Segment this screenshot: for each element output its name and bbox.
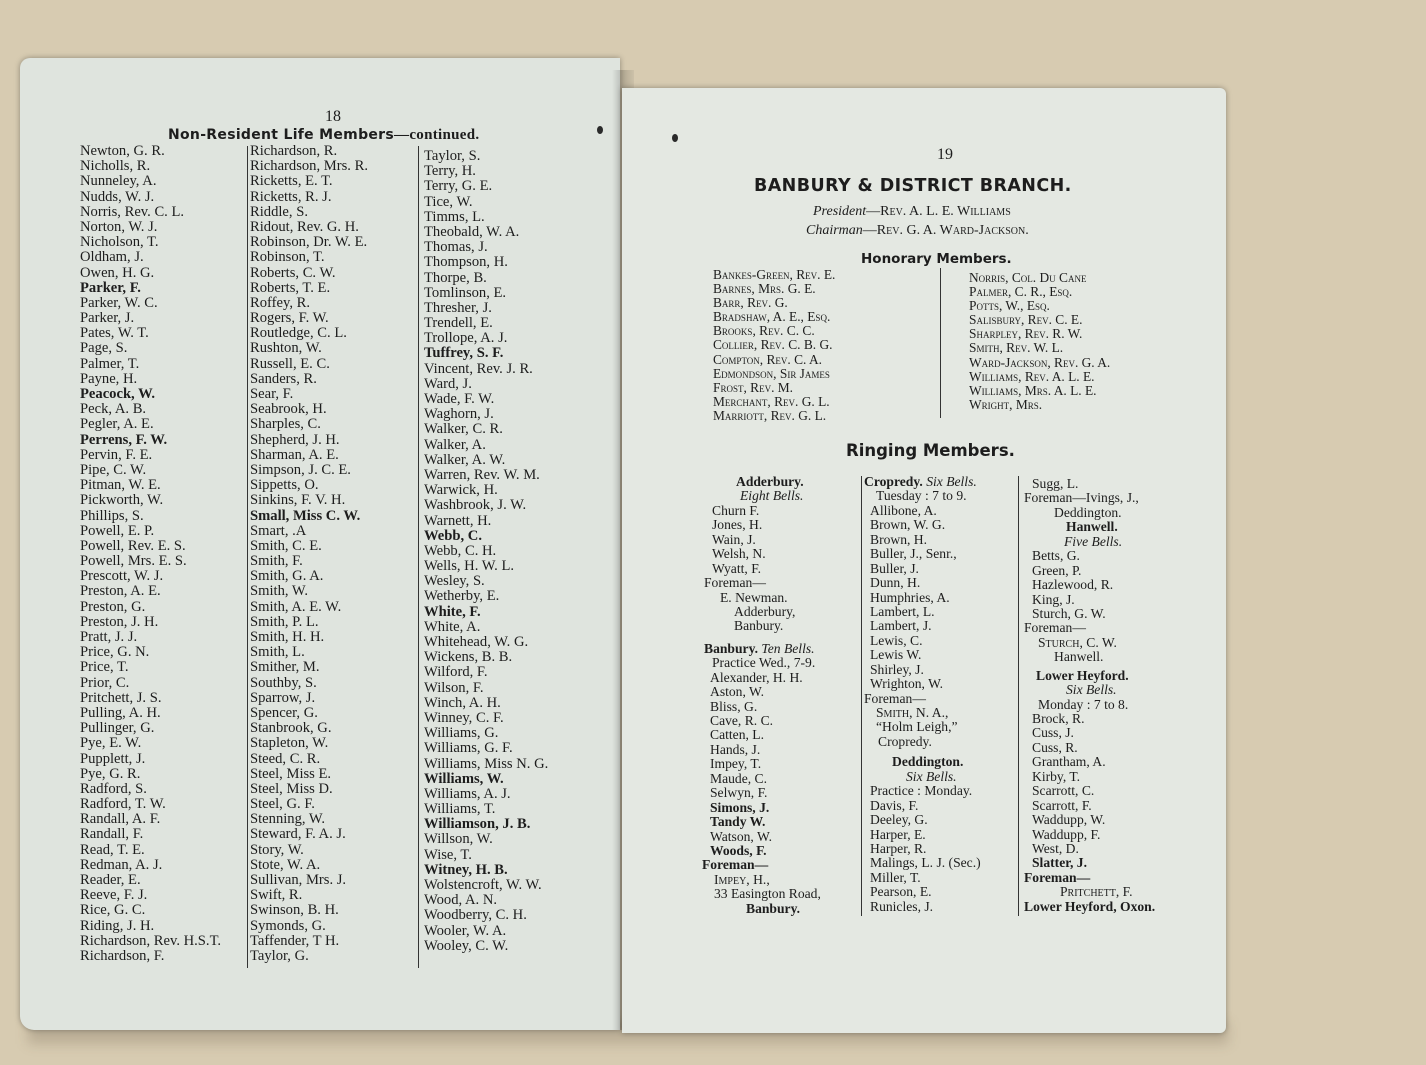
ringer: Lewis, C. [870, 632, 923, 648]
tower-name: Cropredy. [864, 474, 927, 489]
member-entry: Sippetts, O. [250, 477, 319, 494]
ringer: Lewis W. [870, 647, 922, 663]
ringer: Cave, R. C. [710, 713, 774, 728]
honorary-member: Ward-Jackson, Rev. G. A. [969, 354, 1111, 370]
member-entry: Wooler, W. A. [424, 922, 507, 939]
member-entry: Steel, Miss E. [250, 765, 332, 782]
member-entry: White, A. [424, 618, 481, 635]
member-entry: Richardson, Mrs. R. [250, 158, 368, 175]
foreman-address: Cropredy. [878, 733, 932, 749]
member-entry: Rushton, W. [250, 340, 322, 357]
member-entry: Webb, C. [424, 527, 482, 544]
column-divider [1018, 476, 1019, 916]
tower-bells: Five Bells. [1064, 533, 1123, 549]
member-entry: Washbrook, J. W. [424, 497, 527, 514]
ringer: Cuss, R. [1032, 739, 1078, 755]
member-entry: Ridout, Rev. G. H. [250, 218, 359, 235]
member-entry: Sanders, R. [250, 370, 317, 387]
ringer: Lambert, J. [870, 618, 932, 634]
binding-hole [597, 126, 603, 134]
member-entry: Russell, E. C. [250, 355, 330, 372]
foreman: Impey, H., [714, 871, 770, 887]
member-entry: Stapleton, W. [250, 735, 329, 752]
practice-time: Practice Wed., 7-9. [712, 655, 816, 671]
member-entry: Reader, E. [80, 872, 141, 888]
tower-bells: Six Bells. [1066, 682, 1117, 698]
member-entry: Williams, G. [424, 725, 499, 742]
member-entry: Payne, H. [80, 370, 138, 387]
member-entry: Smith, P. L. [250, 613, 319, 630]
member-entry: Riddle, S. [250, 203, 308, 220]
member-entry: Pulling, A. H. [80, 704, 161, 721]
member-entry: Tomlinson, E. [424, 284, 507, 301]
member-entry: Pickworth, W. [80, 492, 164, 509]
president-line: President—Rev. A. L. E. Williams [813, 204, 1011, 219]
ringer: Brown, W. G. [870, 517, 946, 533]
member-entry: Ricketts, R. J. [250, 188, 332, 205]
ringer: Dunn, H. [870, 575, 921, 591]
member-entry: Powell, E. P. [80, 522, 155, 539]
ringer: Hands, J. [710, 741, 761, 757]
ringer: Tandy W. [710, 814, 766, 830]
member-entry: Sullivan, Mrs. J. [250, 872, 347, 888]
ringer: Betts, G. [1032, 548, 1080, 564]
member-entry: Ward, J. [424, 375, 472, 392]
foreman-address: 33 Easington Road, [714, 886, 821, 902]
foreman: Sturch, C. W. [1038, 634, 1117, 650]
member-entry: Walker, A. W. [424, 451, 506, 468]
right-page-number: 19 [937, 146, 953, 163]
ringing-heading: Ringing Members. [846, 441, 1015, 460]
member-entry: Richardson, F. [80, 947, 165, 964]
foreman: Pritchett, F. [1060, 884, 1133, 900]
member-entry: Randall, F. [80, 826, 144, 843]
ringer: Slatter, J. [1032, 855, 1087, 871]
honorary-member: Merchant, Rev. G. L. [713, 393, 830, 409]
member-entry: Rice, G. C. [80, 902, 146, 919]
honorary-member: Williams, Rev. A. L. E. [969, 368, 1095, 384]
member-entry: Swift, R. [250, 887, 303, 904]
ringing-column-1 [702, 475, 821, 916]
member-entry: Walker, A. [424, 436, 486, 453]
foreman-label: Foreman— [864, 690, 926, 706]
foreman-label: Foreman— [1024, 869, 1091, 885]
ringer: Allibone, A. [870, 502, 937, 518]
member-entry: Swinson, B. H. [250, 902, 339, 919]
member-entry: Trendell, E. [424, 315, 493, 332]
honorary-member: Salisbury, Rev. C. E. [969, 312, 1083, 328]
member-entry: Warnett, H. [424, 512, 492, 529]
member-entry: Story, W. [250, 841, 304, 858]
practice-time: Monday : 7 to 8. [1038, 696, 1129, 712]
ringer: Buller, J. [870, 560, 919, 576]
member-entry: Nudds, W. J. [80, 188, 155, 205]
member-entry: Richardson, Rev. H.S.T. [80, 932, 222, 949]
ringing-column-2 [864, 475, 981, 914]
member-entry: Wise, T. [424, 846, 472, 863]
member-entry: Smith, H. H. [250, 629, 325, 645]
ringer: King, J. [1032, 591, 1075, 607]
member-entry: Pervin, F. E. [80, 446, 153, 463]
member-entry: Sharples, C. [250, 416, 321, 433]
ringer: Humphries, A. [870, 589, 950, 605]
ringer: Churn F. [712, 502, 760, 518]
ringer: Pearson, E. [870, 884, 932, 900]
column-divider [418, 146, 419, 968]
member-entry: Thorpe, B. [424, 269, 487, 286]
member-entry: Williams, W. [424, 770, 504, 787]
tower-name: Lower Heyford. [1036, 667, 1129, 683]
ringer: Scarrott, C. [1032, 783, 1095, 799]
tower-heading [702, 642, 821, 656]
column-divider [247, 146, 248, 968]
ringer: Sturch, G. W. [1032, 605, 1106, 621]
member-entry: Roberts, T. E. [250, 279, 331, 296]
member-entry: Terry, H. [424, 163, 476, 180]
ringer: Harper, E. [870, 826, 926, 842]
honorary-member: Wright, Mrs. [969, 396, 1043, 412]
member-entry: Smith, A. E. W. [250, 598, 342, 615]
ringer: Alexander, H. H. [710, 669, 803, 685]
ringing-column-3 [1024, 477, 1155, 914]
honorary-member: Compton, Rev. C. A. [713, 351, 822, 367]
member-entry: Norton, W. J. [80, 218, 158, 235]
honorary-member: Collier, Rev. C. B. G. [713, 337, 833, 353]
ringer: Watson, W. [710, 828, 772, 844]
member-entry: Williams, G. F. [424, 740, 513, 757]
member-entry: Nicholson, T. [80, 234, 159, 251]
member-entry: Theobald, W. A. [424, 223, 520, 240]
member-entry: Smith, W. [250, 583, 308, 600]
tower-bells: Ten Bells. [761, 640, 815, 656]
member-entry: Robinson, Dr. W. E. [250, 234, 368, 251]
member-entry: Roffey, R. [250, 294, 310, 311]
ringer: Hazlewood, R. [1032, 577, 1114, 593]
member-entry: Pratt, J. J. [80, 629, 138, 645]
member-entry: Radford, S. [80, 780, 147, 797]
member-entry: Pupplett, J. [80, 750, 146, 767]
member-entry: Wade, F. W. [424, 391, 495, 407]
honorary-heading: Honorary Members. [861, 251, 1012, 267]
ringer: Kirby, T. [1032, 768, 1081, 784]
member-entry: Randall, A. F. [80, 811, 161, 828]
member-entry: Stenning, W. [250, 811, 326, 828]
member-entry: Sear, F. [250, 386, 294, 402]
member-entry: Winch, A. H. [424, 694, 501, 711]
member-entry: Norris, Rev. C. L. [80, 203, 185, 220]
member-entry: Parker, F. [80, 279, 141, 296]
foreman-address: Banbury. [746, 900, 801, 916]
honorary-member: Palmer, C. R., Esq. [969, 284, 1073, 300]
honorary-column-1 [713, 268, 835, 423]
member-entry: Willson, W. [424, 831, 493, 848]
ringer: Aston, W. [710, 684, 765, 700]
foreman-address: Banbury. [734, 618, 784, 634]
member-entry: Routledge, C. L. [250, 325, 347, 342]
ringer: Sugg, L. [1032, 476, 1079, 491]
member-entry: Tice, W. [424, 193, 473, 210]
honorary-member: Potts, W., Esq. [969, 298, 1050, 314]
member-entry: Radford, T. W. [80, 796, 166, 813]
member-entry: Pates, W. T. [80, 325, 149, 342]
member-entry: Spencer, G. [250, 704, 318, 721]
honorary-member: Bankes-Green, Rev. E. [713, 267, 836, 282]
member-entry: Nunneley, A. [80, 173, 157, 190]
member-entry: Preston, G. [80, 598, 146, 615]
member-entry: Pritchett, J. S. [80, 689, 162, 706]
ringer: Cuss, J. [1032, 725, 1074, 741]
left-page-number: 18 [325, 108, 341, 125]
ringer: Woods, F. [710, 842, 767, 858]
ringer: Lambert, L. [870, 603, 935, 619]
ringer: Impey, T. [710, 756, 762, 772]
ringer: Welsh, N. [712, 546, 766, 562]
member-entry: Steel, Miss D. [250, 780, 333, 797]
member-entry: Wilford, F. [424, 664, 488, 681]
member-entry: Wood, A. N. [424, 892, 498, 909]
member-entry: Robinson, T. [250, 249, 325, 266]
ringer: Simons, J. [710, 799, 770, 815]
member-entry: Webb, C. H. [424, 542, 497, 559]
member-entry: Thompson, H. [424, 254, 508, 271]
member-entry: Parker, W. C. [80, 294, 158, 311]
member-entry: Sparrow, J. [250, 689, 316, 706]
foreman: Foreman—Ivings, J., [1024, 490, 1139, 506]
member-entry: Taylor, G. [250, 947, 309, 964]
ringer: Maude, C. [710, 770, 768, 786]
ringer: Wyatt, F. [712, 560, 762, 576]
member-entry: Rogers, F. W. [250, 310, 329, 327]
left-column-1 [80, 144, 221, 964]
member-entry: Smith, L. [250, 644, 305, 661]
tower-heading [864, 475, 981, 489]
member-entry: Walker, C. R. [424, 421, 503, 438]
ringer: Harper, R. [870, 840, 927, 856]
foreman-label: Foreman— [704, 575, 766, 591]
member-entry: Warwick, H. [424, 482, 498, 499]
ringer: Deeley, G. [870, 812, 928, 828]
ringer: Brown, H. [870, 531, 928, 547]
member-entry: Trollope, A. J. [424, 330, 508, 347]
ringer: Brock, R. [1032, 711, 1085, 726]
member-entry: Prior, C. [80, 674, 130, 691]
ringer: Green, P. [1032, 562, 1082, 578]
member-entry: Winney, C. F. [424, 709, 504, 726]
member-entry: Thresher, J. [424, 299, 492, 316]
binding-hole [672, 134, 678, 142]
ringer: Catten, L. [710, 727, 764, 743]
ringer: Selwyn, F. [710, 785, 768, 801]
honorary-member: Norris, Col. Du Cane [969, 270, 1087, 285]
honorary-member: Barnes, Mrs. G. E. [713, 281, 816, 297]
column-divider [861, 476, 862, 916]
ringer: Buller, J., Senr., [870, 546, 957, 562]
member-entry: Taffender, T H. [250, 932, 340, 949]
member-entry: Wesley, S. [424, 573, 485, 590]
ringer: Wain, J. [712, 531, 756, 547]
member-entry: Phillips, S. [80, 507, 144, 524]
foreman-address: Hanwell. [1054, 649, 1104, 665]
member-entry: Page, S. [80, 340, 128, 357]
member-entry: Warren, Rev. W. M. [424, 466, 540, 483]
member-entry: Oldham, J. [80, 249, 144, 266]
left-page-heading: Non-Resident Life Members—continued. [168, 127, 480, 143]
foreman-label: Foreman— [702, 857, 769, 873]
member-entry: Pullinger, G. [80, 720, 155, 737]
member-entry: Nicholls, R. [80, 158, 151, 175]
member-entry: Newton, G. R. [80, 143, 165, 159]
honorary-member: Edmondson, Sir James [713, 365, 830, 381]
member-entry: Steel, G. F. [250, 796, 315, 813]
member-entry: Witney, H. B. [424, 861, 508, 878]
member-entry: Pitman, W. E. [80, 477, 161, 494]
member-entry: Wetherby, E. [424, 588, 500, 605]
foreman-label: Foreman— [1024, 620, 1086, 636]
member-entry: Smither, M. [250, 659, 320, 676]
member-entry: Pye, E. W. [80, 735, 142, 752]
ringer: Scarrott, F. [1032, 797, 1092, 813]
ringer: Bliss, G. [710, 698, 758, 714]
member-entry: Roberts, C. W. [250, 264, 336, 281]
ringer: Runicles, J. [870, 898, 934, 914]
member-entry: Richardson, R. [250, 143, 338, 159]
honorary-member: Smith, Rev. W. L. [969, 340, 1064, 356]
member-entry: Waghorn, J. [424, 406, 494, 423]
tower-name: Deddington. [892, 754, 964, 770]
member-entry: Woodberry, C. H. [424, 907, 527, 924]
foreman: Smith, N. A., [876, 705, 949, 720]
practice-time: Tuesday : 7 to 9. [876, 488, 967, 504]
member-entry: Seabrook, H. [250, 401, 327, 418]
member-entry: Tuffrey, S. F. [424, 345, 504, 362]
member-entry: Stanbrook, G. [250, 720, 332, 737]
honorary-member: Sharpley, Rev. R. W. [969, 326, 1083, 342]
member-entry: Riding, J. H. [80, 917, 155, 934]
member-entry: Small, Miss C. W. [250, 507, 361, 524]
honorary-member: Marriott, Rev. G. L. [713, 407, 827, 423]
member-entry: Sharman, A. E. [250, 446, 339, 463]
member-entry: White, F. [424, 603, 481, 620]
foreman-address: “Holm Leigh,” [876, 719, 958, 735]
ringer: Grantham, A. [1032, 754, 1106, 770]
member-entry: Simpson, J. C. E. [250, 461, 351, 478]
member-entry: Southby, S. [250, 674, 317, 691]
tower-bells: Six Bells. [926, 474, 977, 489]
member-entry: Price, G. N. [80, 644, 150, 661]
ringer: Wrighton, W. [870, 676, 944, 692]
branch-title: BANBURY & DISTRICT BRANCH. [754, 176, 1072, 196]
member-entry: Wickens, B. B. [424, 649, 513, 666]
member-entry: Palmer, T. [80, 355, 140, 372]
member-entry: Smith, F. [250, 553, 303, 570]
honorary-member: Bradshaw, A. E., Esq. [713, 309, 831, 325]
ringer: Jones, H. [712, 517, 763, 533]
tower-name: Adderbury. [736, 474, 804, 489]
member-entry: Perrens, F. W. [80, 431, 168, 448]
member-entry: Read, T. E. [80, 841, 145, 858]
member-entry: Powell, Mrs. E. S. [80, 553, 187, 570]
ringer: West, D. [1032, 840, 1079, 856]
member-entry: Owen, H. G. [80, 264, 155, 281]
tower-name: Hanwell. [1066, 519, 1118, 535]
column-divider [940, 268, 941, 418]
honorary-member: Brooks, Rev. C. C. [713, 323, 815, 339]
member-entry: Pipe, C. W. [80, 461, 147, 478]
member-entry: Terry, G. E. [424, 178, 493, 195]
honorary-column-2 [969, 271, 1110, 412]
member-entry: Preston, J. H. [80, 613, 159, 630]
member-entry: Thomas, J. [424, 239, 488, 256]
member-entry: Steward, F. A. J. [250, 826, 346, 843]
ringer: Waddupp, F. [1032, 826, 1101, 842]
member-entry: Williams, Miss N. G. [424, 755, 549, 772]
member-entry: Redman, A. J. [80, 856, 163, 873]
member-entry: Stote, W. A. [250, 856, 321, 873]
foreman: E. Newman. [720, 589, 788, 605]
tower-bells: Six Bells. [906, 768, 957, 784]
member-entry: Wilson, F. [424, 679, 484, 696]
member-entry: Wells, H. W. L. [424, 558, 515, 575]
ringer: Miller, T. [870, 869, 921, 885]
member-entry: Vincent, Rev. J. R. [424, 360, 533, 377]
foreman-address: Adderbury, [734, 603, 796, 619]
member-entry: Smart, .A [250, 522, 307, 539]
ringer: Davis, F. [870, 797, 919, 813]
member-entry: Reeve, F. J. [80, 887, 148, 904]
member-entry: Williams, A. J. [424, 785, 511, 802]
member-entry: Steed, C. R. [250, 750, 321, 767]
member-entry: Symonds, G. [250, 917, 326, 934]
tower-bells: Eight Bells. [740, 488, 804, 504]
ringer: Malings, L. J. (Sec.) [870, 855, 981, 871]
member-entry: Pye, G. R. [80, 765, 141, 782]
member-entry: Ricketts, E. T. [250, 173, 333, 190]
member-entry: Smith, C. E. [250, 537, 322, 554]
member-entry: Price, T. [80, 659, 129, 676]
member-entry: Wolstencroft, W. W. [424, 877, 542, 893]
chairman-line: Chairman—Rev. G. A. Ward-Jackson. [806, 223, 1029, 238]
tower-name: Banbury. [704, 640, 762, 656]
member-entry: Powell, Rev. E. S. [80, 537, 186, 554]
honorary-member: Frost, Rev. M. [713, 379, 794, 395]
member-entry: Preston, A. E. [80, 583, 161, 600]
honorary-member: Barr, Rev. G. [713, 295, 788, 311]
ringer: Shirley, J. [870, 661, 924, 677]
member-entry: Parker, J. [80, 310, 135, 327]
member-entry: Pegler, A. E. [80, 416, 154, 433]
member-entry: Williams, T. [424, 801, 496, 818]
foreman-address: Deddington. [1054, 504, 1122, 520]
member-entry: Wooley, C. W. [424, 937, 509, 954]
practice-time: Practice : Monday. [870, 783, 973, 799]
left-column-3 [424, 149, 548, 954]
member-entry: Peacock, W. [80, 386, 155, 402]
member-entry: Sinkins, F. V. H. [250, 492, 346, 509]
member-entry: Prescott, W. J. [80, 568, 164, 585]
member-entry: Whitehead, W. G. [424, 634, 529, 650]
ringer: Waddupp, W. [1032, 812, 1106, 828]
left-column-2 [250, 144, 368, 964]
foreman-address: Lower Heyford, Oxon. [1024, 898, 1156, 914]
member-entry: Timms, L. [424, 208, 485, 225]
member-entry: Shepherd, J. H. [250, 431, 340, 448]
honorary-member: Williams, Mrs. A. L. E. [969, 382, 1097, 398]
member-entry: Williamson, J. B. [424, 816, 531, 833]
member-entry: Taylor, S. [424, 148, 481, 164]
member-entry: Peck, A. B. [80, 401, 147, 418]
member-entry: Smith, G. A. [250, 568, 324, 585]
